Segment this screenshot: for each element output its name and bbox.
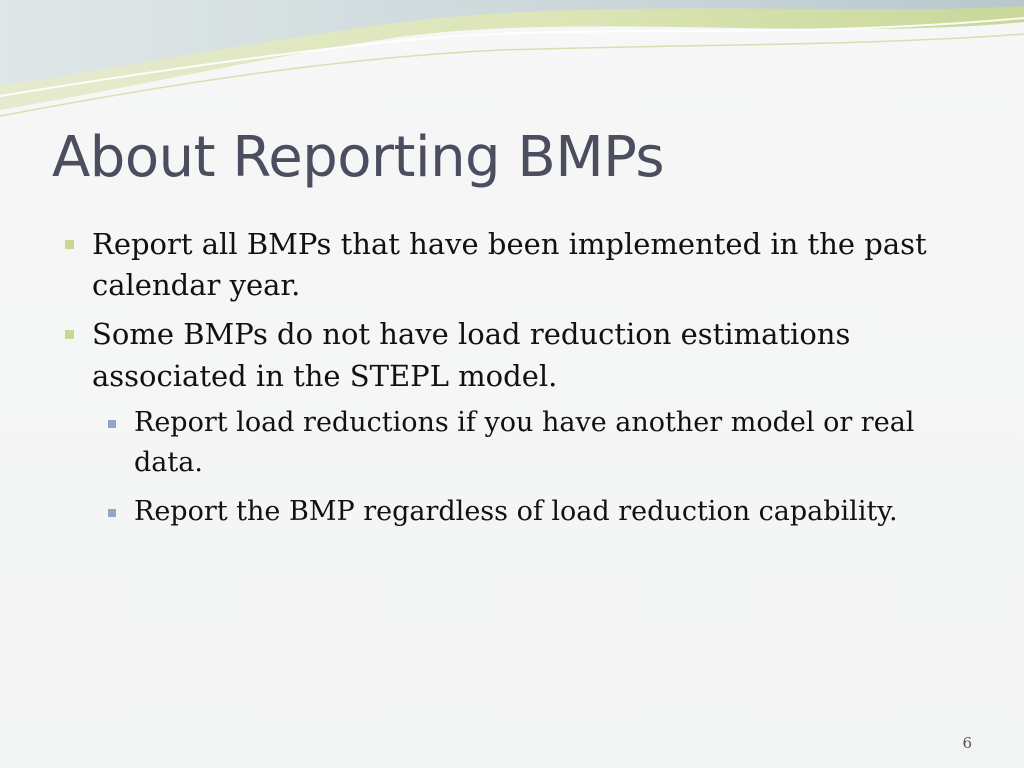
sub-bullet-item [92,492,982,533]
square-bullet-icon [65,330,74,339]
bullet-text: Report all BMPs that have been implemented in the past calendar year. [92,227,927,303]
bullet-item [62,224,982,306]
page-number: 6 [962,734,972,752]
sub-bullet-text: Report load reductions if you have another model or real data. [134,406,915,479]
square-bullet-icon [65,240,74,249]
header-wave-decoration [0,0,1024,130]
square-sub-bullet-icon [108,509,116,517]
sub-bullet-text: Report the BMP regardless of load reduction capability. [134,495,898,527]
slide-title: About Reporting BMPs [52,125,665,190]
bullet-item [62,314,982,532]
square-sub-bullet-icon [108,420,116,428]
bullet-list [62,224,982,540]
sub-bullet-list [92,403,982,533]
sub-bullet-item [92,403,982,484]
bullet-text: Some BMPs do not have load reduction estimations associated in the STEPL model. [92,317,851,393]
